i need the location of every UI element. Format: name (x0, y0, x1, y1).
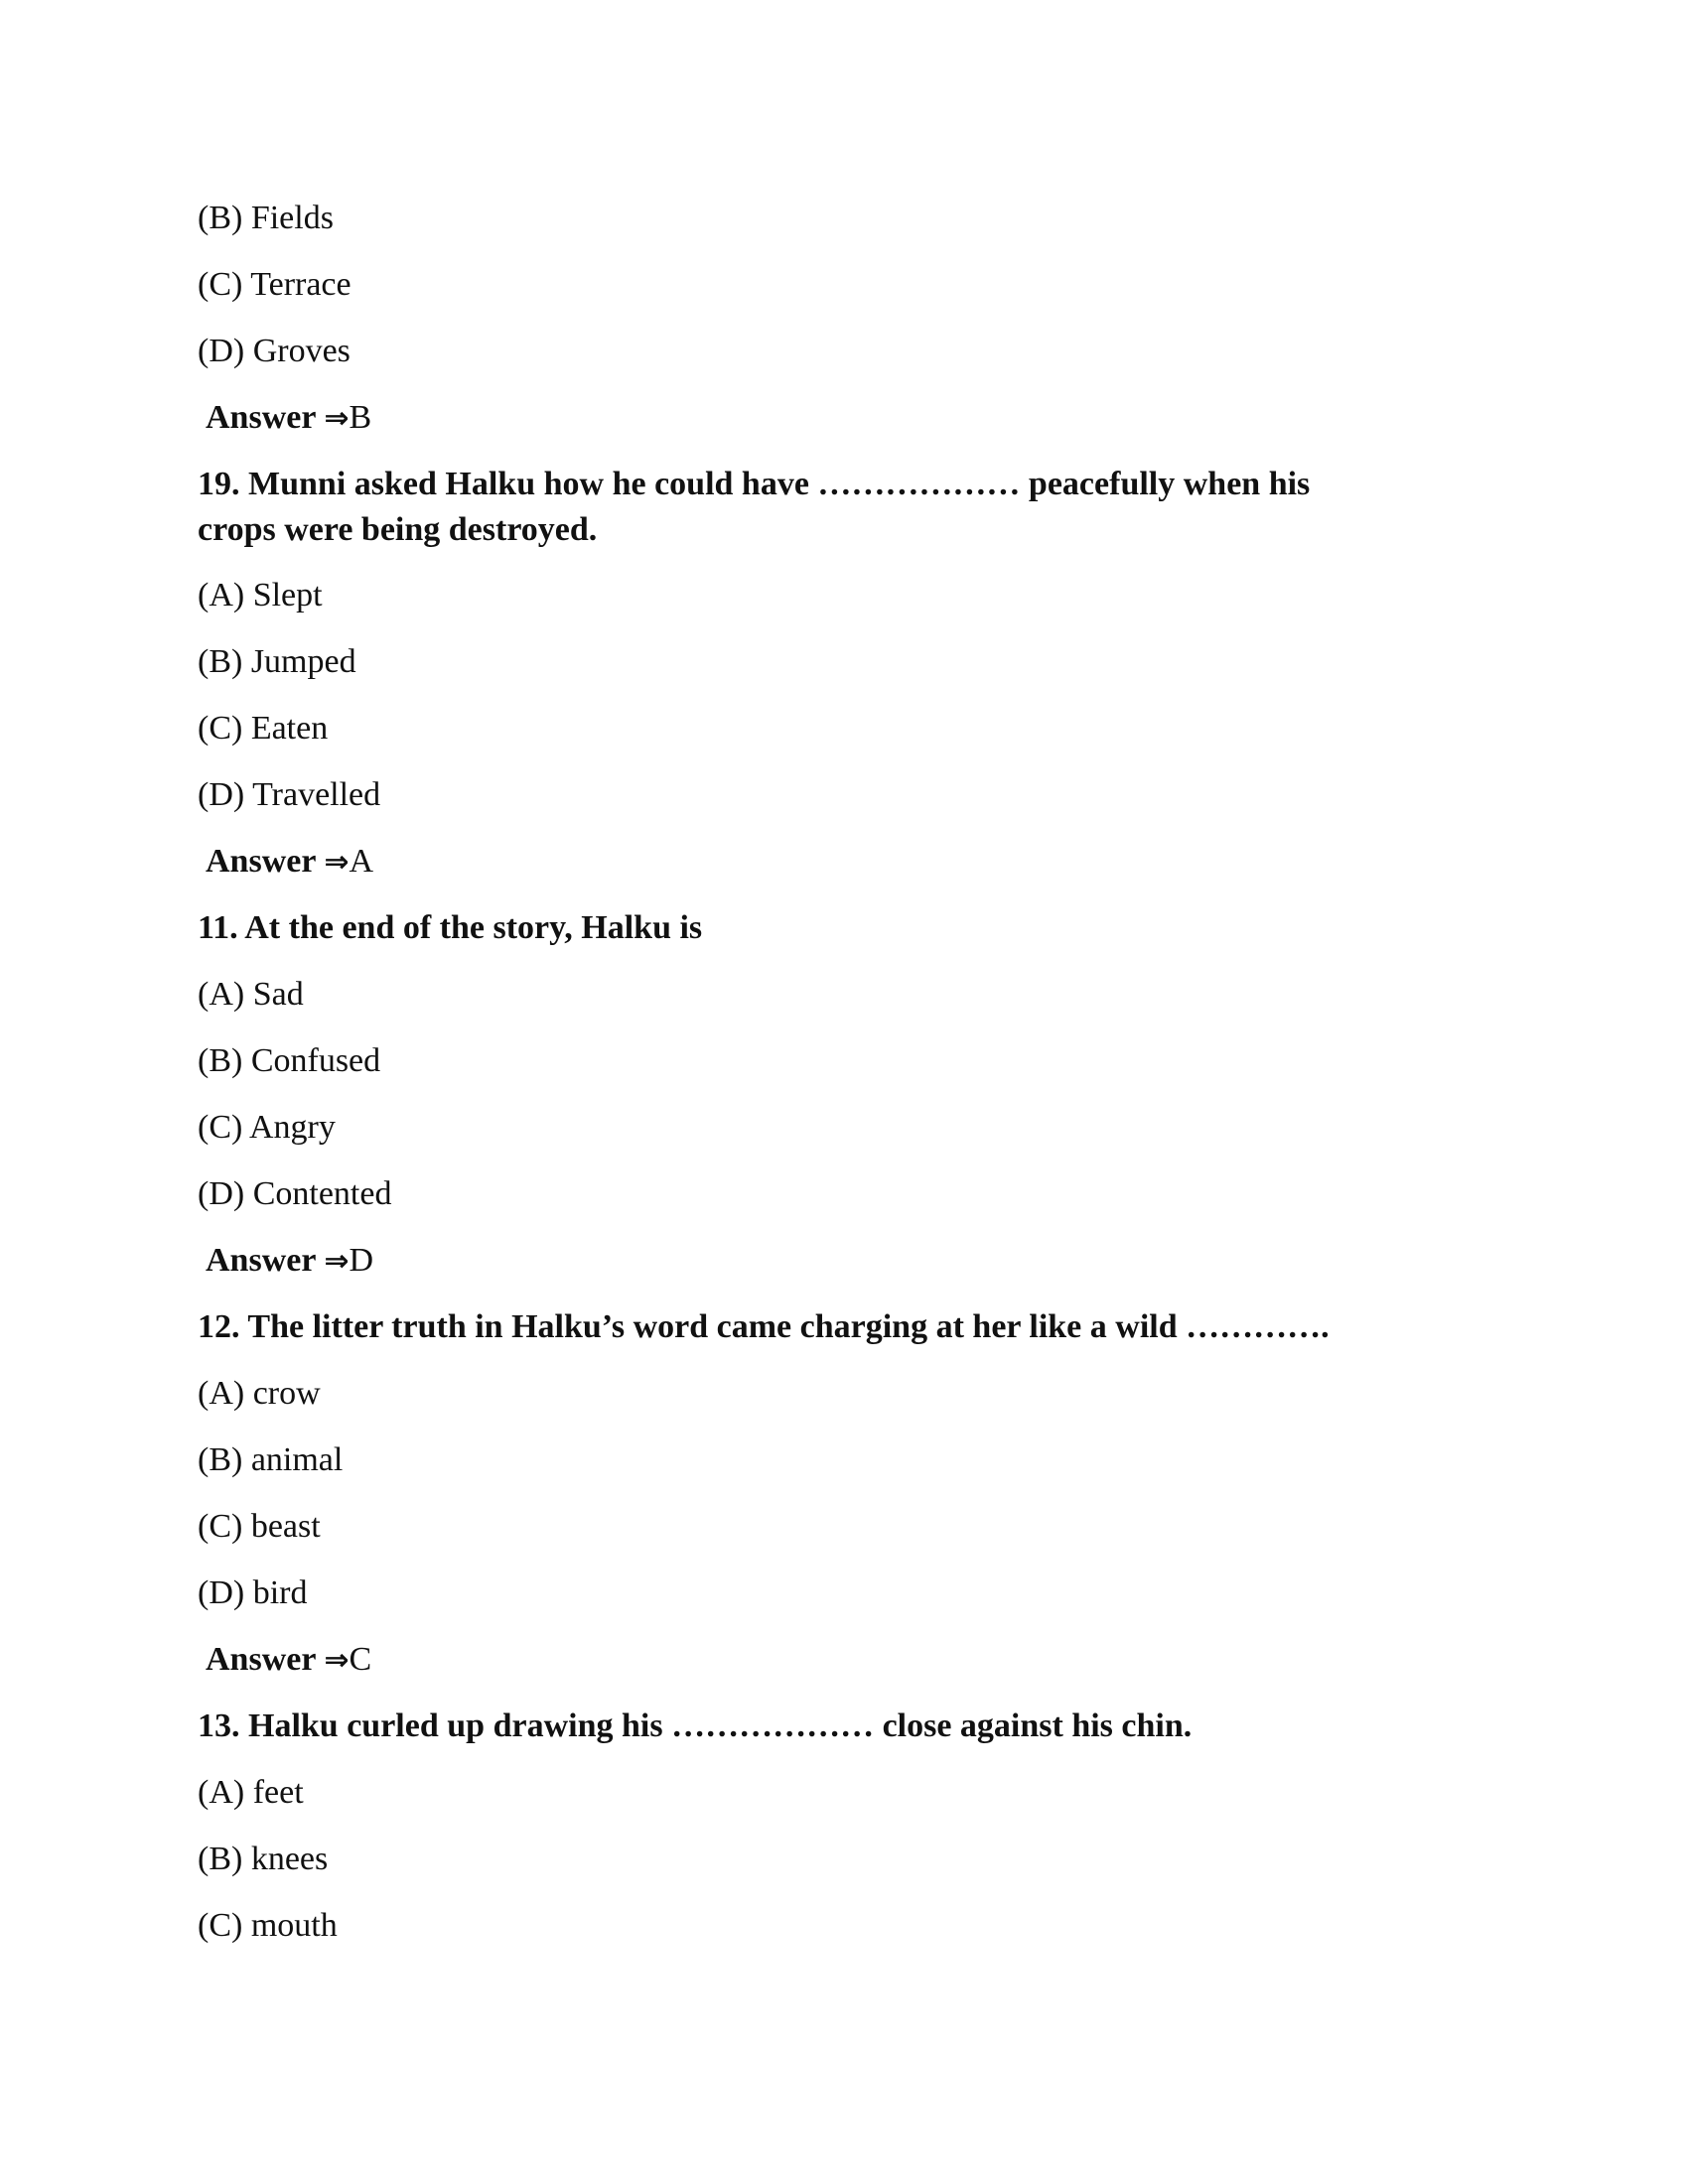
answer-label: Answer (206, 843, 325, 880)
option-b: (B) Fields (198, 200, 334, 236)
option-a: (A) feet (198, 1774, 304, 1811)
answer-value: C (349, 1641, 372, 1678)
question-19-text-cont: crops were being destroyed. (198, 511, 598, 548)
option-d: (D) Groves (198, 333, 351, 369)
option-b: (B) Jumped (198, 643, 356, 680)
option-b: (B) Confused (198, 1042, 381, 1079)
option-b: (B) animal (198, 1441, 344, 1478)
option-c: (C) beast (198, 1508, 321, 1545)
question-11-text: 11. At the end of the story, Halku is (198, 909, 703, 946)
question-12-text: 12. The litter truth in Halku’s word came charging at her like a wild …………. (198, 1308, 1330, 1345)
answer-line (206, 398, 371, 439)
question-13-text: 13. Halku curled up drawing his ……………… close against his chin. (198, 1707, 1193, 1744)
answer-value: A (349, 843, 374, 880)
answer-label: Answer (206, 1641, 325, 1678)
option-d: (D) Travelled (198, 776, 381, 813)
right-double-arrow-icon: ⇒ (324, 1244, 350, 1279)
option-a: (A) crow (198, 1375, 321, 1412)
answer-line (206, 1640, 371, 1681)
option-a: (A) Slept (198, 577, 323, 614)
right-double-arrow-icon: ⇒ (324, 845, 350, 880)
question-19-text: 19. Munni asked Halku how he could have ……………… peacefully when his (198, 466, 1311, 502)
right-double-arrow-icon: ⇒ (324, 1643, 350, 1678)
option-c: (C) Eaten (198, 710, 329, 747)
answer-value: D (349, 1242, 374, 1279)
answer-line (206, 1241, 373, 1282)
option-a: (A) Sad (198, 976, 304, 1013)
answer-label: Answer (206, 1242, 325, 1279)
option-d: (D) bird (198, 1574, 308, 1611)
right-double-arrow-icon: ⇒ (324, 401, 350, 436)
answer-value: B (349, 399, 372, 436)
option-d: (D) Contented (198, 1175, 392, 1212)
option-c: (C) Angry (198, 1109, 336, 1146)
answer-line (206, 842, 373, 883)
answer-label: Answer (206, 399, 325, 436)
option-b: (B) knees (198, 1841, 329, 1877)
option-c: (C) mouth (198, 1907, 338, 1944)
option-c: (C) Terrace (198, 266, 352, 303)
